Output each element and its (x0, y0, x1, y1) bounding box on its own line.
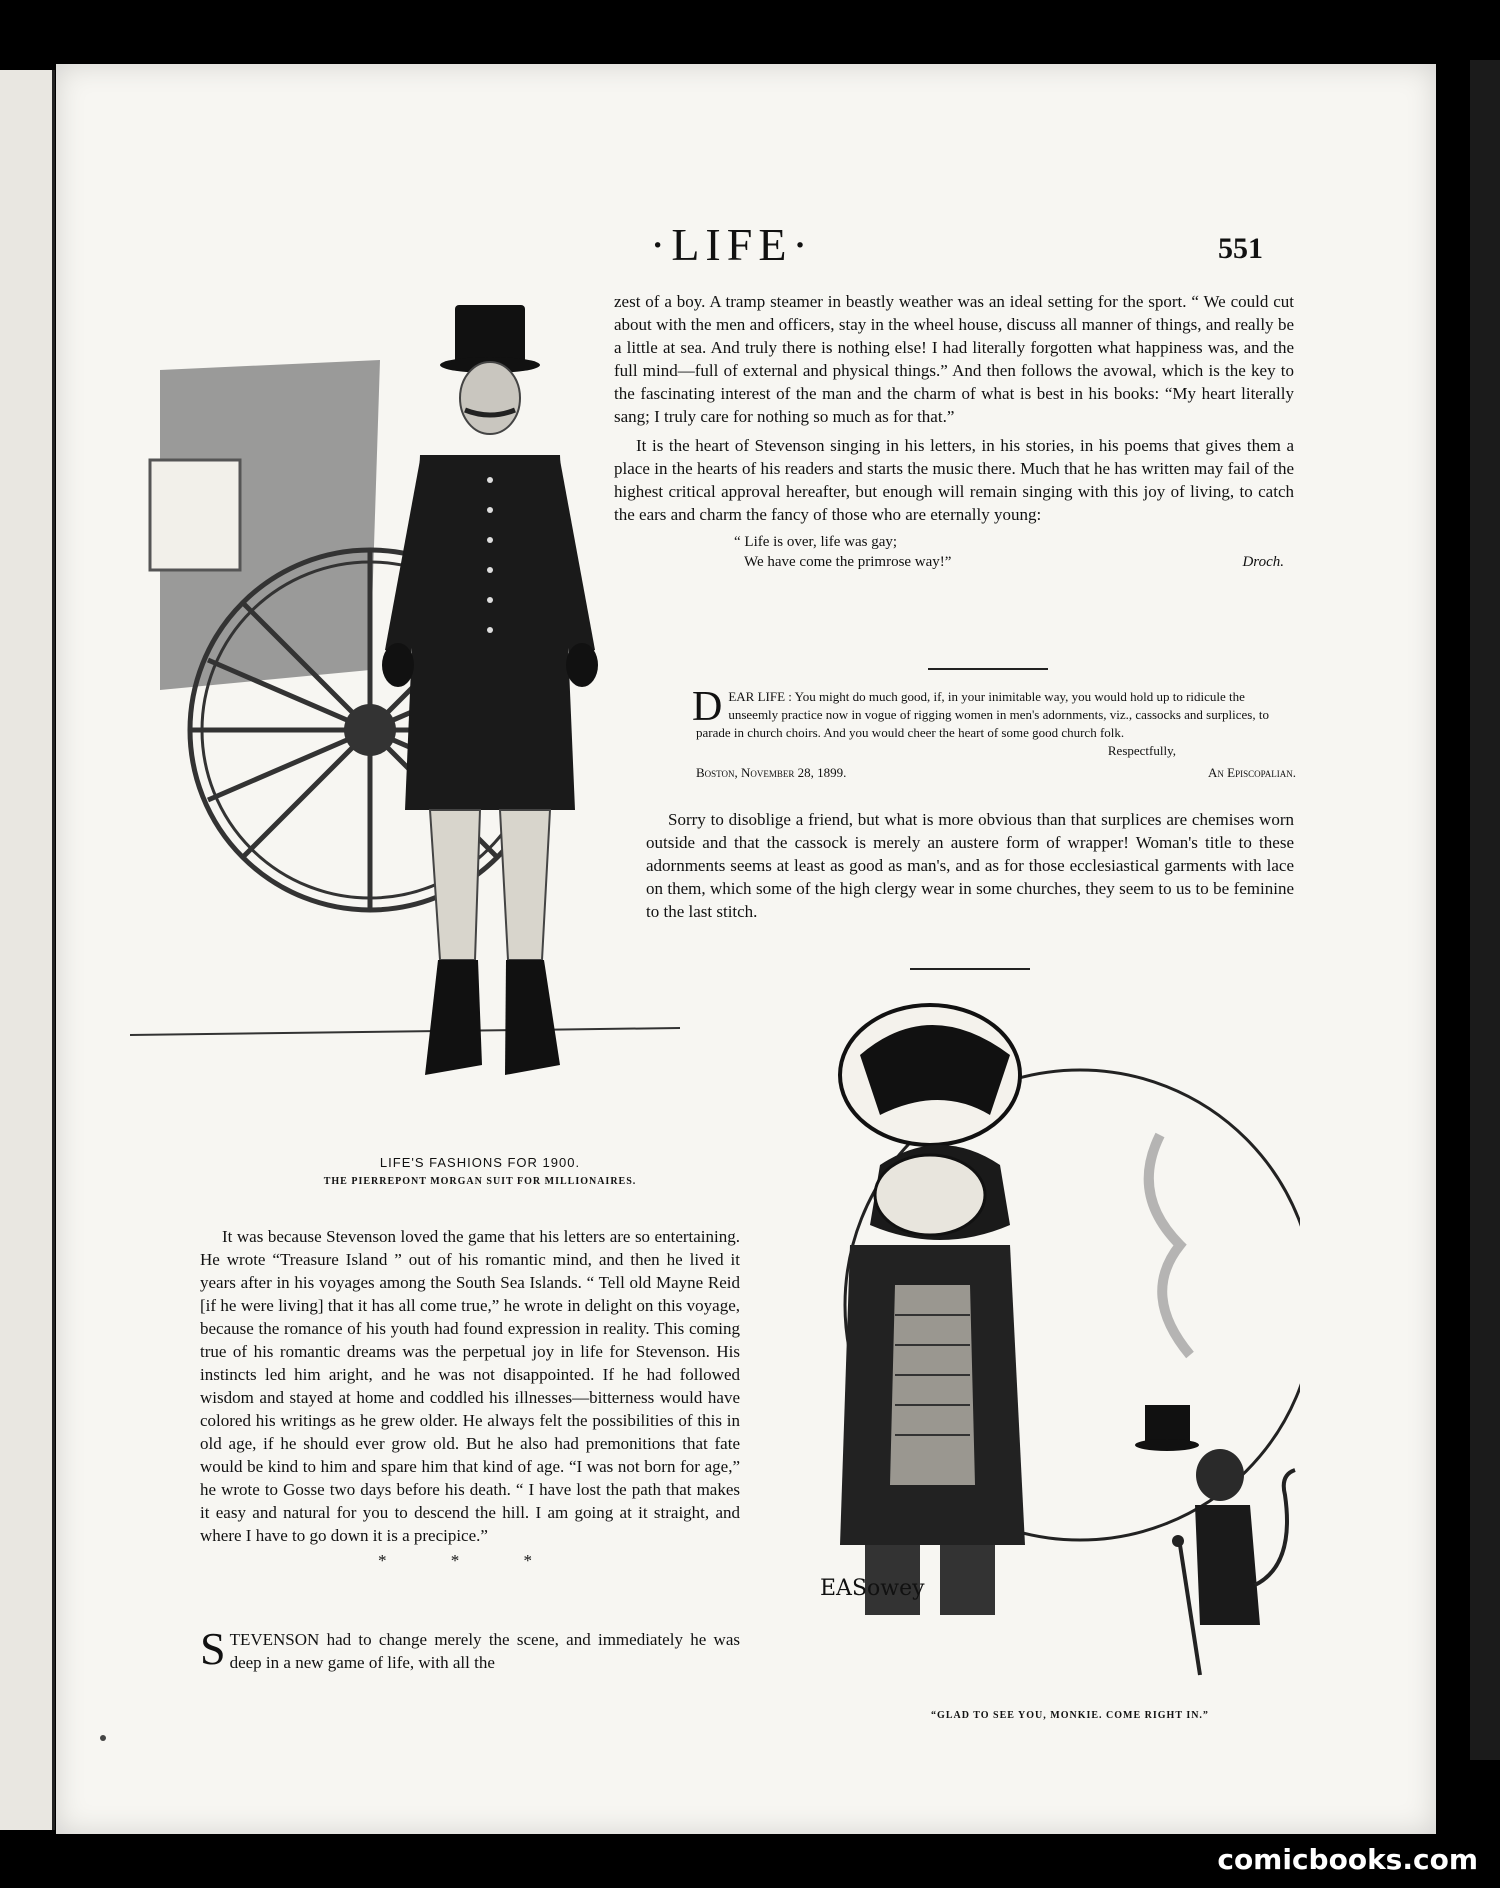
previous-page-edge (0, 70, 55, 1830)
author-signature: Droch. (1242, 554, 1284, 570)
masthead: ·LIFE· (650, 219, 814, 270)
article-paragraph: It is the heart of Stevenson singing in his letters, in his stories, in his poems that gives them a place in the hearts of his readers and starts the music there. Much that he has written may fail of the highest critical approval hereafter, but enough will remain singing with this joy of living, to catch the ears and charm the fancy of those who are eternally young: (614, 436, 1294, 524)
binding-shadow (1470, 60, 1500, 1760)
letter-closing: Respectfully, (1107, 743, 1176, 758)
editor-reply (646, 808, 1294, 923)
hippo-caption: “GLAD TO SEE YOU, MONKIE. COME RIGHT IN.” (931, 1710, 1209, 1721)
verse-line: “ Life is over, life was gay; (734, 534, 898, 550)
article-column-top (614, 290, 1294, 578)
hippo-cartoon (800, 985, 1300, 1685)
letter-body: EAR LIFE : You might do much good, if, in your inimitable way, you would hold up to ridicule the unseemly practice now in vogue of rigging women in men's adornments, viz., cassocks and surplices, to parade in church choirs. And you would cheer the heart of some good church folk. (696, 689, 1269, 740)
section-break-stars: * * * (378, 1551, 562, 1570)
fashion-caption-title: LIFE'S FASHIONS FOR 1900. (379, 1155, 581, 1170)
fashion-illustration (120, 290, 680, 1120)
verse-quote (614, 532, 1294, 572)
verse-line: We have come the primrose way!” (744, 554, 952, 570)
reader-letter (692, 684, 1296, 782)
article-paragraph: It was because Stevenson loved the game that his letters are so entertaining. He wrote “Treasure Island ” out of his romantic mind, and then he lived it years after in his voyages among the South Sea Islands. “ Tell old Mayne Reid [if he were living] that it has all come true,” he wrote in delight on this voyage, because the romance of his youth had found expression in reality. This coming true of his romantic dreams was the perpetual joy in life for Stevenson. His instincts led him aright, and he was not disappointed. If he had followed wisdom and stayed at home and coddled his illnesses—bitterness would have colored his writings as he grew older. He always felt the possibilities of this in old age, if he should ever grow old. But he also had premonitions that fate would be kind to him and spare him that kind of age. “I was not born for age,” he wrote to Gosse two days before his death. “ I have lost the path that makes it easy and natural for you to descend the hill. I am going at it straight, and where I have to go down it is a precipice.” (200, 1227, 740, 1545)
watermark: comicbooks.com (1217, 1843, 1478, 1876)
section-divider (910, 968, 1030, 970)
fashion-caption-subtitle: THE PIERREPONT MORGAN SUIT FOR MILLIONAIRES. (323, 1176, 637, 1187)
reply-text: Sorry to disoblige a friend, but what is more obvious than that surplices are chemises worn outside and that the cassock is merely an austere form of wrapper! Woman's title to these adornments seems at least as good as man's, and as for those ecclesiastical garments with lace on them, which some of the high clergy wear in some churches, they seem to us to be feminine to the last stitch. (646, 810, 1294, 921)
letter-place-date: Boston, November 28, 1899. (696, 765, 847, 780)
article-paragraph: zest of a boy. A tramp steamer in beastly weather was an ideal setting for the sport. “ We could cut about with the men and officers, stay in the wheel house, discuss all manner of things, and really be a little at sea. And truly there is nothing else! I had literally forgotten what happiness was, and the full mind—full of external and physical things.” And then follows the avowal, which is the key to the fascinating interest of the man and the charm of what is best in his books: “My heart literally sang; I truly care for nothing so much as for that.” (614, 292, 1294, 426)
artist-signature: EASowey (820, 1576, 925, 1601)
drop-cap: S (200, 1623, 226, 1674)
section-divider (928, 668, 1048, 670)
article-column-bottom (200, 1225, 740, 1574)
drop-cap: D (692, 684, 723, 730)
page-number: 551 (1218, 232, 1263, 265)
letter-author: An Episcopalian. (1207, 765, 1296, 780)
article-paragraph: TEVENSON had to change merely the scene, and immediately he was deep in a new game of life, with all the (229, 1630, 740, 1672)
article-continuation (200, 1623, 740, 1674)
page-mark (100, 1735, 106, 1741)
